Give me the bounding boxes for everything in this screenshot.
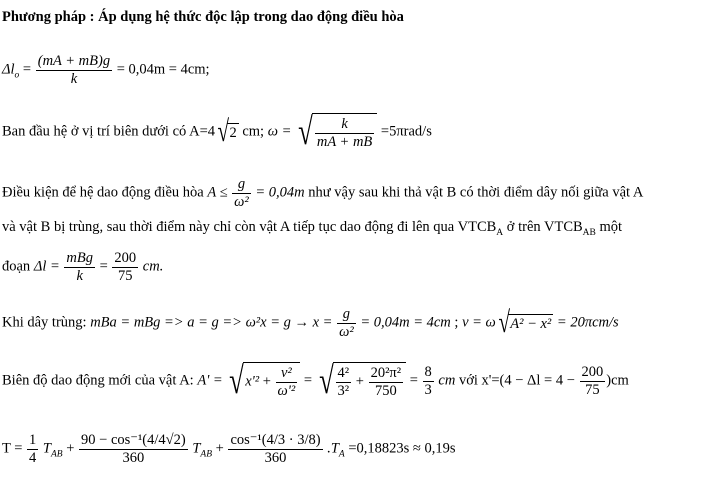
eq-delta-lo: $\Delta l_o$ = $\frac{(mA + mB)g}{k}$ = 0,04m = 4cm; (2, 53, 210, 87)
eq-initial-amplitude: Ban đầu hệ ở vị trí biên dưới có A=4√2 cm; ω = √ $\frac{k}{mA + mB}$ =5πrad/s (2, 111, 432, 153)
eq-string-slack: Khi dây trùng: mBa = mBg => a = g => ω²x = g → x = $\frac{g}{\text{ω²}}$ = 0,04m = 4cm ; v = ω√A² − x² = 20πcm/s (2, 306, 619, 340)
eq-delta-l: đoạn Δl = $\frac{\text{mBg}}{k}$ = $\frac{200}{75}$ cm. (2, 250, 164, 284)
heading: Phương pháp : Áp dụng hệ thức độc lập trong dao động điều hòa (2, 9, 404, 25)
eq-period: T = $\frac{1}{4}$ $T_{AB}$ + $\frac{\text{90 − cos⁻¹(4/4√2)}}{360}$ $T_{AB}$ + $\frac{\text{cos⁻¹(4/3 · 3/8)}}{360}$ $.T_A =0,18823s \approx 0,19s$ (2, 432, 456, 466)
eq-new-amplitude: Biên độ dao động mới của vật A: A' = √x'² + $\frac{\text{v²}}{\text{ω'²}}$ = √ $\frac{\text{4²}}{\text{3²}}$ + $\frac{\text{20²π²}}{750}$ = $\frac{8}{3}$ cm với x'=(4 − Δl = 4 − $\frac{200}{75}$ )cm (2, 360, 629, 402)
frac-mass-g-over-k: $\frac{(mA + mB)g}{k}$ (37, 53, 111, 87)
text-vtcb: và vật B bị trùng, sau thời điểm này chỉ còn vật A tiếp tục dao động đi lên qua $VTCB_A$ ở trên $VTCB_{AB}$ một (2, 219, 623, 238)
eq-condition: Điều kiện để hệ dao động điều hòa A ≤ $\frac{g}{\text{ω²}}$ = 0,04m như vậy sau khi thả vật B có thời điểm dây nối giữa vật A (2, 176, 644, 210)
